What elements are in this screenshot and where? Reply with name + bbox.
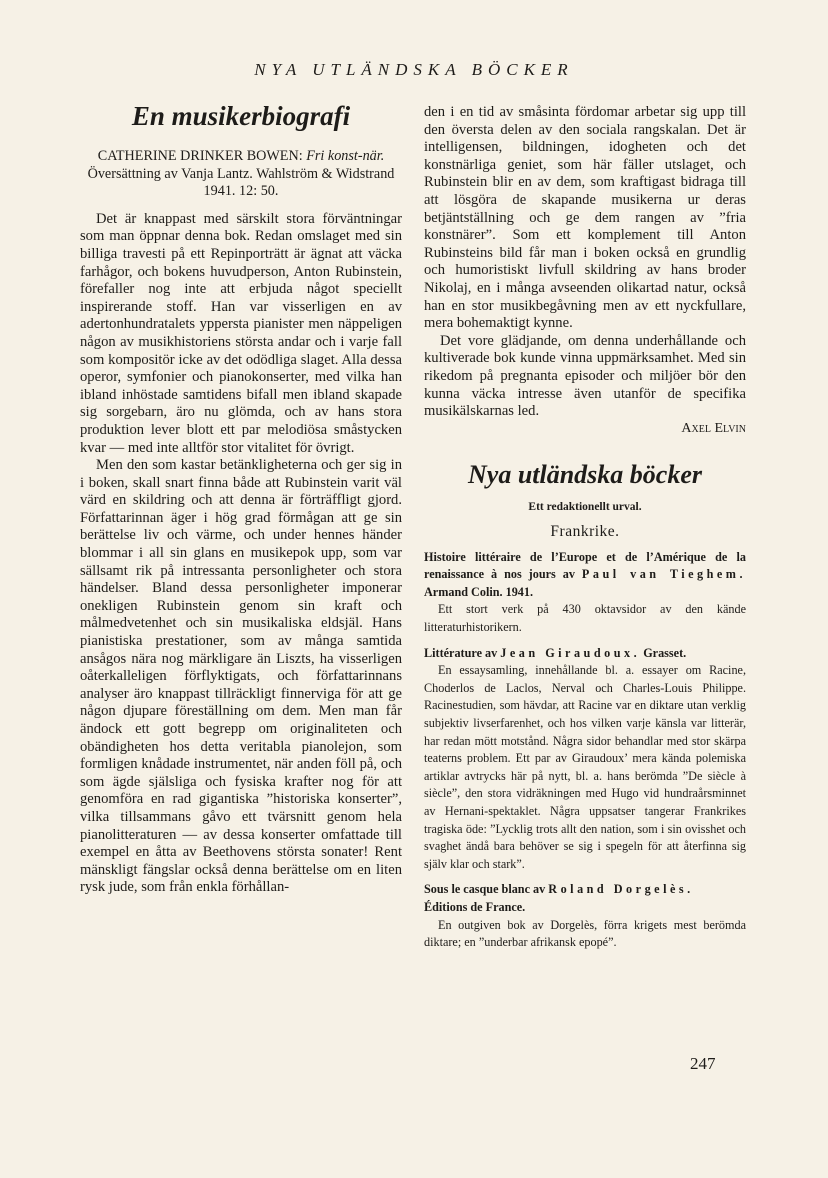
running-head: NYA UTLÄNDSKA BÖCKER bbox=[254, 60, 574, 79]
paragraph: Det vore glädjande, om denna underhållande och kultiverade bok kunde vinna uppmärksamhet. Med sin rikedom på pregnanta episoder och miljöer bör den kunna väcka intresse även utanför de specifika musikälskarnas led. bbox=[424, 332, 746, 420]
author-signature: Axel Elvin bbox=[681, 420, 746, 436]
page-number: 247 bbox=[690, 1054, 716, 1073]
entry-author: Roland Dorgelès. bbox=[548, 882, 694, 897]
paragraph: Men den som kastar betänkligheterna och ger sig in i boken, skall snart finna både att Rubinstein varit väl värd en skildring och att denna är förträffligt gjord. Författarinnan äger i hög grad förmågan att ge sin berättelse liv och värme, och under hennes händer blommar i all sin glans en musikepok upp, som var sällsamt rik på intressanta personligheter och stora händelser. Bland dessa personligheter imponerar onekligen Rubinstein genom sin kraft och målmedvetenhet och sin musikaliska eldsjäl. Hans pianistiska prestationer, som av många samtida ansågos nära nog märkligare än Liszts, ha visserligen oåterkalleligen förflyktigats, och författarinnans analyser äro knappast tillräckligt finnerviga för att ge någon djupare föreställning om dem. Men man får ändock ett gott begrepp om originaliteten och obändigheten hos detta veritabla pianolejon, som formligen knådade instrumentet, när anden föll på, och som ägde själsliga och fysiska krafter nog för att genomföra en rad gigantiska ”historiska konserter”, vilka tillsammans gåvo ett tvärsnitt genom hela pianolitteraturen — av dessa konserter omfattade till exempel en åtta av Beethovens största sonater! Rent mänskligt fängslar också denna berättelse om en liten rysk jude, som från enkla förhållan- bbox=[80, 457, 402, 896]
section-subtitle: Ett redaktionellt urval. bbox=[528, 500, 642, 513]
entry-title bbox=[424, 881, 746, 899]
entry-publisher: Éditions de France. bbox=[424, 899, 526, 914]
book-entry bbox=[424, 549, 746, 637]
section-title: Nya utländska böcker bbox=[468, 459, 702, 489]
entry-publisher-line bbox=[424, 899, 746, 917]
right-column bbox=[424, 104, 746, 952]
bib-title: Fri konst-när. bbox=[306, 148, 385, 164]
article-body bbox=[80, 211, 402, 897]
paragraph: Det är knappast med särskilt stora förväntningar som man öppnar denna bok. Redan omslaget med sin billiga travesti på ett Repinporträtt är ägnat att väcka farhågor, och bokens huvudperson, Anton Rubinstein, förefaller nog inte att erbjuda något speciellt inspirerande stoff. Han var visserligen en av adertonhundratalets yppersta pianister men näppeligen någon av musikhistoriens största andar och i varje fall som kompositör icke av det odödliga slaget. Alla dessa operor, symfonier och pianokonserter, med vilka han ibland inhöstade samtidens bifall men ibland skapade sig sorgebarn, äro nu glömda, och av hans stora produktion lever blott ett par melodiösa småstycken kvar — med inte alltför stor vitalitet för övrigt. bbox=[80, 210, 402, 456]
entry-author: Jean Giraudoux. bbox=[500, 645, 641, 660]
entry-body: En essaysamling, innehållande bl. a. essayer om Racine, Choderlos de Laclos, Nerval och Charles-Louis Philippe. Racinestudien, som hävdar, att Racine var en diktare utan verklig subjektiv livserfarenhet, och hos vilken varje känsla var litterär, har redan mött motstånd. Några sidor behandlar med stor skärpa teaterns problem. Ett par av Giraudoux’ mera kända polemiska artiklar avtrycks här på nytt, bl. a. hans berömda ”De siècle à siècle”, den stora vidräkningen med Hugo vid hundraårsminnet av Hernani-spektaklet. Några uppsatser tangerar Frankrikes tragiska öde: ”Lycklig trots allt den nation, som i sin ovisshet och svaghet ändå bara behöver se sig i spegeln för att återfinna sig själv klar och stark”. bbox=[424, 663, 746, 871]
entry-title-text: Sous le casque blanc av bbox=[424, 882, 546, 897]
paragraph: den i en tid av småsinta fördomar arbetar sig upp till den översta delen av den sociala rangskalan. Det är intelligensen, bildningen, idogheten och det konstnärliga geniet, som här fäller utslaget, och Rubinstein blir en av dem, som kraftigast bidraga till att lösgöra de skapande musikerna ur deras betjäntställning och ge dem rangen av ”fria konstnärer”. Som ett komplement till Anton Rubinsteins bild får man i boken också en grundlig och humoristiskt livfull skildring av hans broder Nikolaj, en i många avseenden olikartad natur, också han en stor musikbegåvning men av ett nyckfullare, mera bohemaktigt kynne. bbox=[424, 104, 746, 332]
entry-author: Paul van Tieghem. bbox=[581, 567, 747, 582]
book-entry bbox=[424, 645, 746, 874]
article-title: En musikerbiografi bbox=[131, 101, 351, 131]
article-body-continued bbox=[424, 104, 746, 421]
bib-author: CATHERINE DRINKER BOWEN: bbox=[97, 148, 303, 164]
entry-publisher: Armand Colin. 1941. bbox=[424, 584, 534, 599]
entry-body: En outgiven bok av Dorgelès, förra krigets mest berömda diktare; en ”underbar afrikansk epopé”. bbox=[424, 917, 746, 950]
entry-title bbox=[424, 645, 746, 663]
country-heading: Frankrike. bbox=[550, 522, 620, 540]
bibliography bbox=[86, 148, 396, 201]
entry-body: Ett stort verk på 430 oktavsidor av den kände litteraturhistorikern. bbox=[424, 602, 746, 635]
bib-rest: Översättning av Vanja Lantz. Wahlström & Widstrand 1941. 12: 50. bbox=[87, 165, 395, 200]
entry-title-text: Littérature av bbox=[424, 645, 498, 660]
book-entry bbox=[424, 881, 746, 951]
left-column bbox=[80, 100, 402, 897]
entry-title bbox=[424, 549, 746, 602]
entry-publisher: Grasset. bbox=[643, 645, 687, 660]
entry-title-text: Histoire littéraire de l’Europe et de l’Amérique de la renaissance à nos jours av bbox=[424, 549, 746, 582]
